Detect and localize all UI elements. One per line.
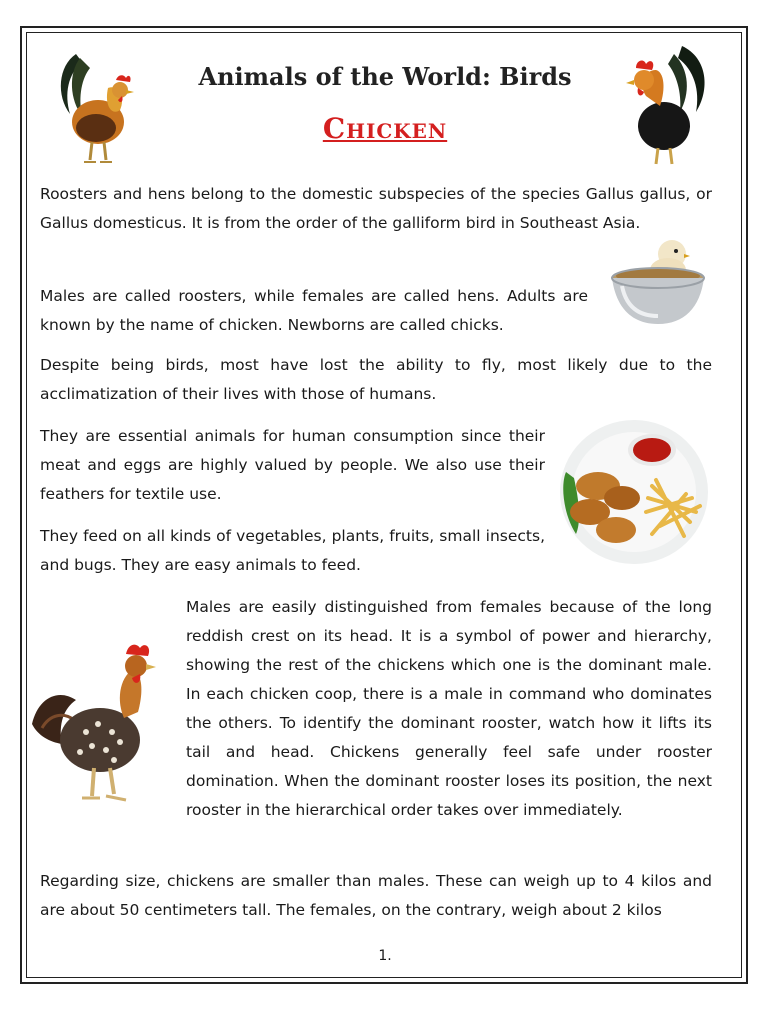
fried-chicken-plate-image xyxy=(556,416,712,568)
paragraph-flight: Despite being birds, most have lost the ability to fly, most likely due to the acclimatization of their lives with those of humans. xyxy=(40,356,712,403)
chick-bowl-image xyxy=(606,230,710,332)
rooster-standing-image xyxy=(28,628,168,808)
page-title: Animals of the World: Birds xyxy=(198,62,572,91)
paragraph-size: Regarding size, chickens are smaller than males. These can weigh up to 4 kilos and are about 50 centimeters tall. The females, on the contrary, weigh about 2 kilos xyxy=(40,872,712,919)
paragraph-consumption: They are essential animals for human consumption since their meat and eggs are highly valued by people. We also use their feathers for textile use. xyxy=(40,427,545,503)
paragraph-names: Males are called roosters, while females are called hens. Adults are known by the name of chicken. Newborns are called chicks. xyxy=(40,287,588,334)
paragraph-diet: They feed on all kinds of vegetables, plants, fruits, small insects, and bugs. They are easy animals to feed. xyxy=(40,527,545,574)
paragraph-hierarchy: Males are easily distinguished from females because of the long reddish crest on its head. It is a symbol of power and hierarchy, showing the rest of the chickens which one is the dominant male. In each chicken coop, there is a male in command who dominates the others. To identify the dominant rooster, watch how it lifts its tail and head. Chickens generally feel safe under rooster domination. When the dominant rooster loses its position, the next rooster in the hierarchical order takes over immediately. xyxy=(186,598,712,819)
rooster-right-image xyxy=(624,40,710,170)
rooster-left-image xyxy=(56,44,138,168)
paragraph-taxonomy: Roosters and hens belong to the domestic subspecies of the species Gallus gallus, or Gallus domesticus. It is from the order of the galliform bird in Southeast Asia. xyxy=(40,185,712,232)
page-number: 1. xyxy=(378,948,392,964)
page-subtitle: Chicken xyxy=(322,112,448,145)
